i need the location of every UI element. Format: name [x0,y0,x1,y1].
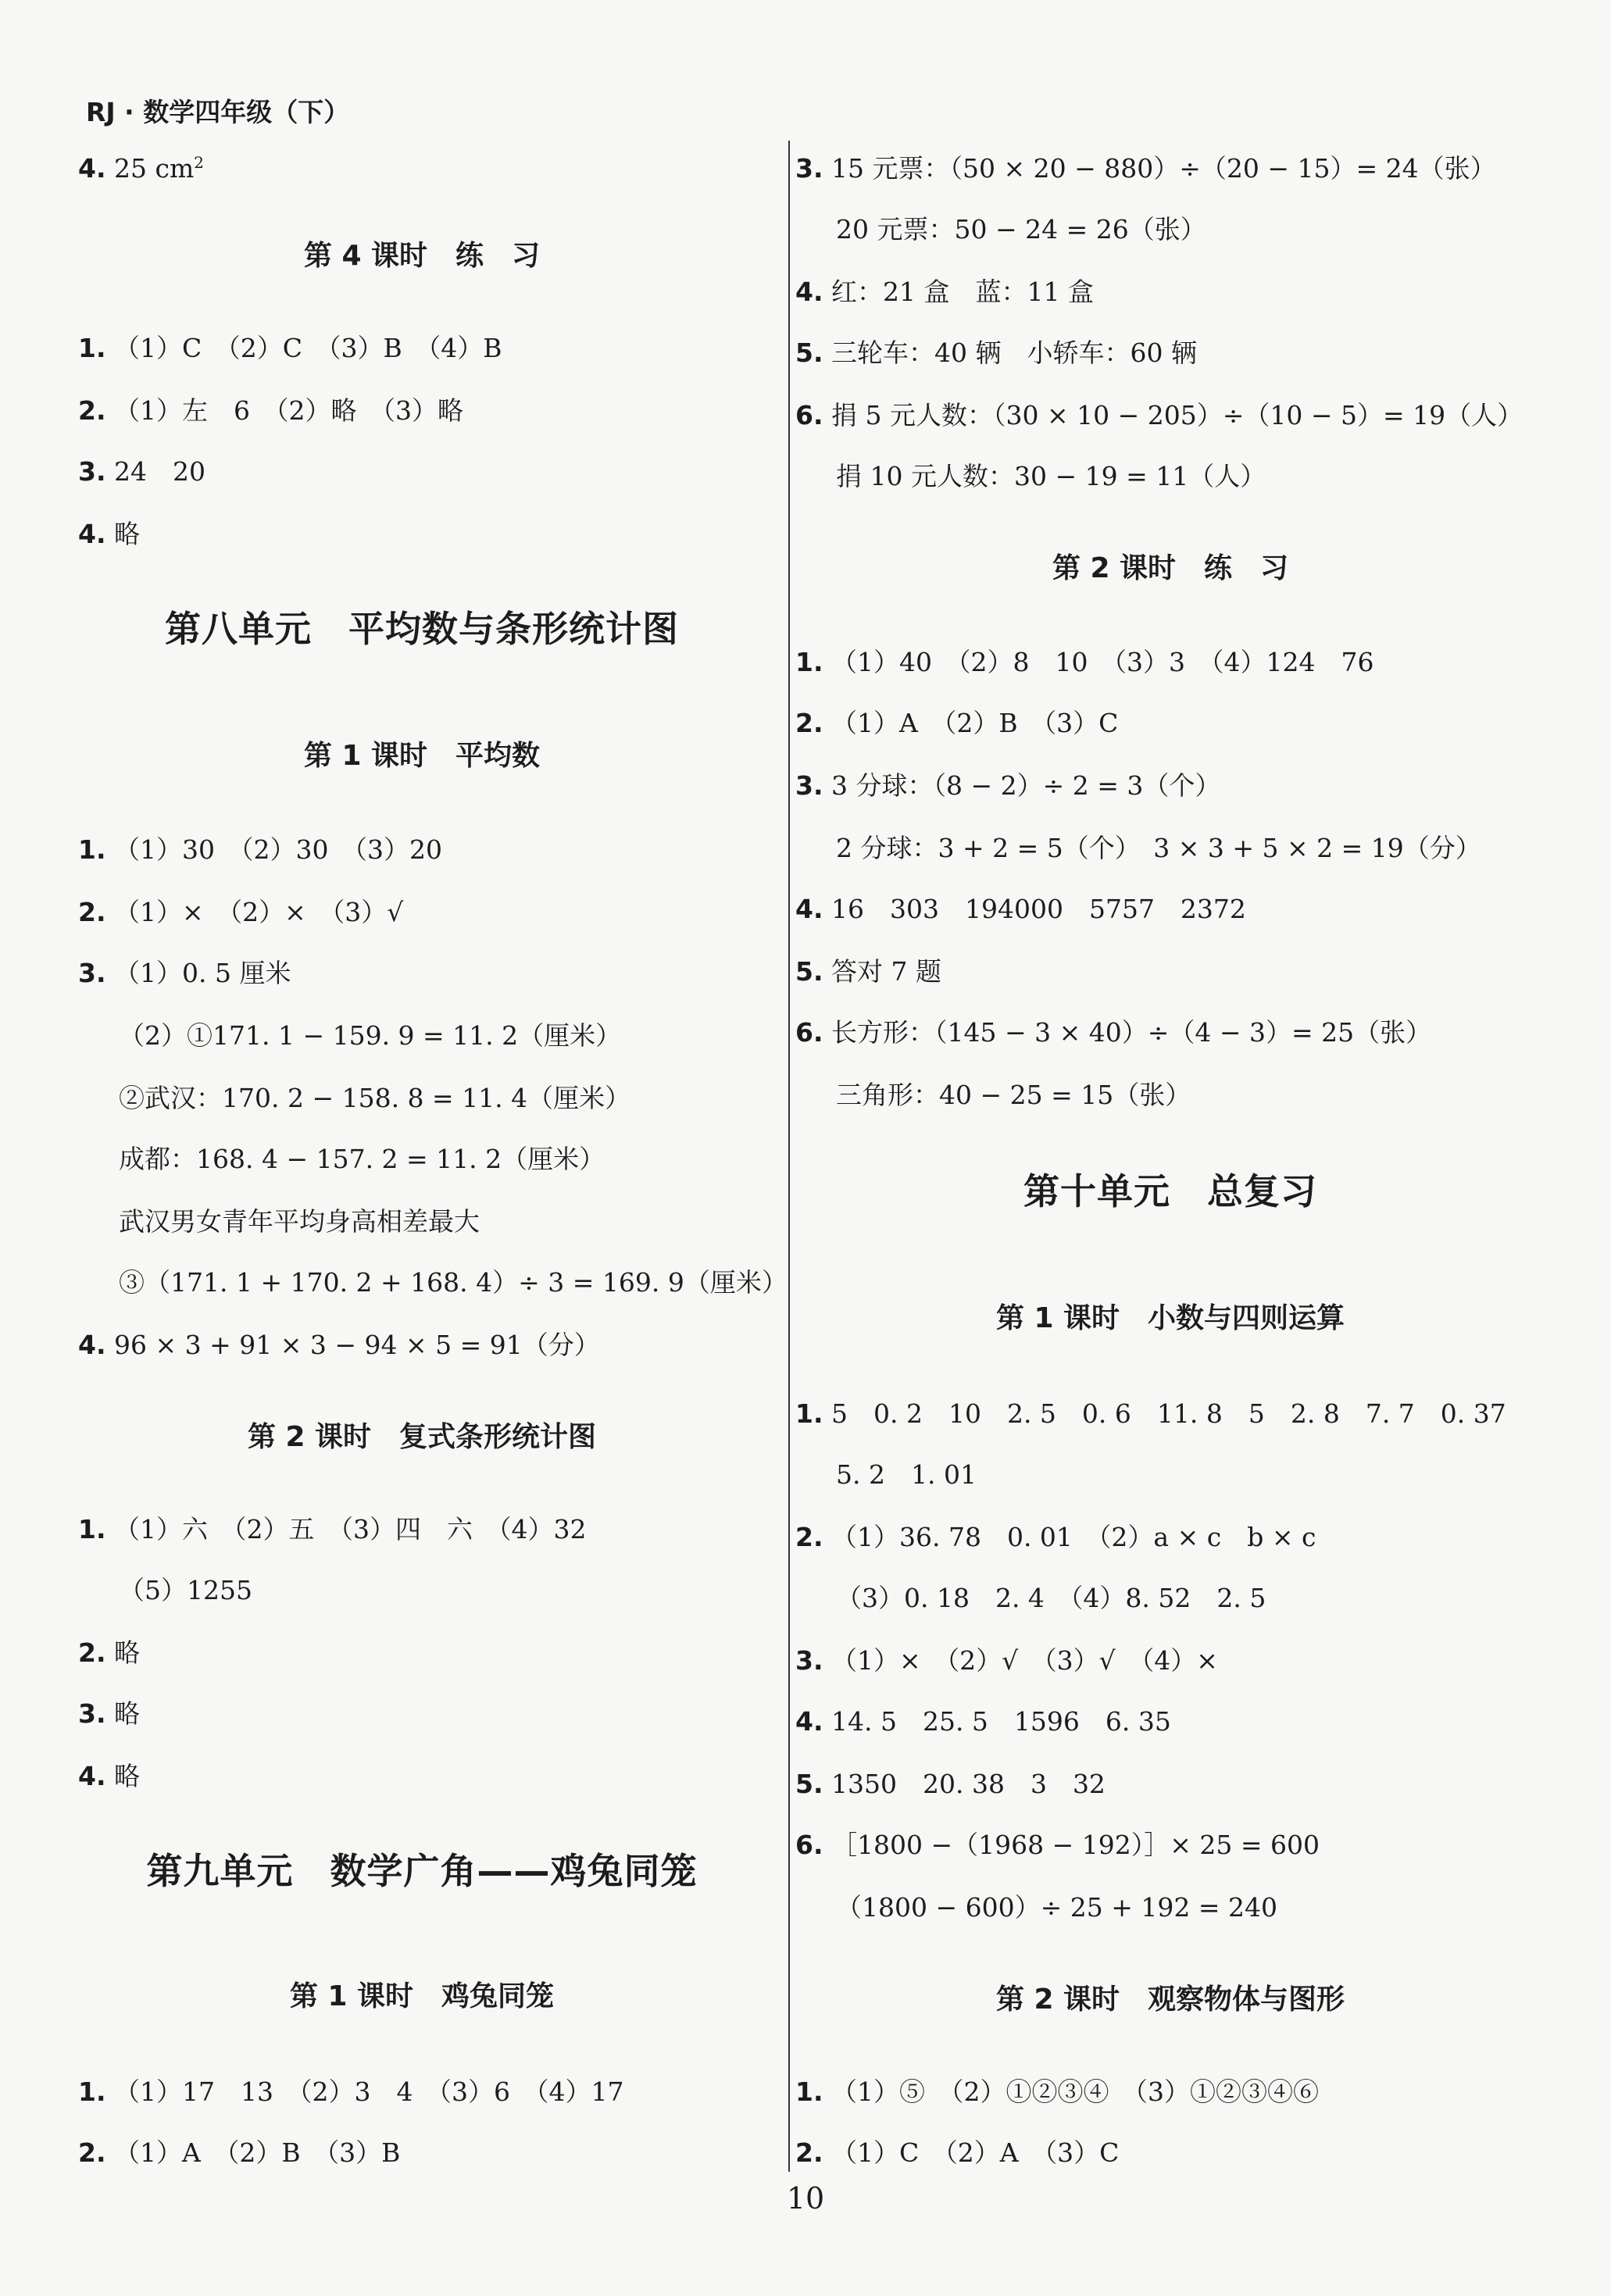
column-divider [788,141,790,2172]
lesson-title: 第 2 课时 观察物体与图形 [995,1984,1345,2016]
answer-line: 2. （1）A （2）B （3）B [78,2137,401,2168]
page-number: 10 [786,2181,825,2216]
answer-line: 4. 红：21 盒 蓝：11 盒 [795,277,1094,307]
answer-line: 2 分球：3 + 2 = 5（个） 3 × 3 + 5 × 2 = 19（分） [836,833,1481,863]
answer-line: 1. 5 0. 2 10 2. 5 0. 6 11. 8 5 2. 8 7. 7 0. 37 [795,1398,1506,1429]
lesson-title: 第 1 课时 小数与四则运算 [995,1302,1345,1334]
answer-line: ③（171. 1 + 170. 2 + 168. 4）÷ 3 = 169. 9（厘米） [119,1267,788,1298]
answer-line: 5. 三轮车：40 辆 小轿车：60 辆 [795,337,1197,368]
answer-line: 武汉男女青年平均身高相差最大 [119,1206,480,1237]
answer-line: 1. （1）40 （2）8 10 （3）3 （4）124 76 [795,647,1374,677]
page-header: RJ · 数学四年级（下） [86,97,350,127]
answer-line: 6. 捐 5 元人数：（30 × 10 − 205）÷（10 − 5）= 19（人） [795,400,1523,430]
answer-line: 3. （1）0. 5 厘米 [78,958,291,988]
answer-line: 4. 略 [78,519,140,549]
answer-line: 3. 略 [78,1698,140,1729]
answer-line: 1. （1）⑤ （2）①②③④ （3）①②③④⑥ [795,2076,1319,2107]
answer-line: （5）1255 [119,1575,252,1605]
answer-line: 5. 1350 20. 38 3 32 [795,1769,1106,1799]
answer-line: 3. 3 分球：（8 − 2）÷ 2 = 3（个） [795,770,1221,801]
answer-line: （3）0. 18 2. 4 （4）8. 52 2. 5 [836,1583,1266,1613]
answer-line: 1. （1）30 （2）30 （3）20 [78,834,442,865]
lesson-title: 第 1 课时 平均数 [303,740,541,772]
unit-title: 第十单元 总复习 [1023,1170,1317,1212]
answer-line: 成都：168. 4 − 157. 2 = 11. 2（厘米） [119,1144,605,1174]
answer-line: 1. （1）六 （2）五 （3）四 六 （4）32 [78,1514,587,1544]
answer-line: 2. （1）A （2）B （3）C [795,708,1119,738]
answer-line: 3. 24 20 [78,456,205,487]
answer-line: 4. 96 × 3 + 91 × 3 − 94 × 5 = 91（分） [78,1330,600,1360]
lesson-title: 第 2 课时 复式条形统计图 [247,1421,597,1453]
answer-line: 4. 14. 5 25. 5 1596 6. 35 [795,1706,1171,1737]
answer-line: （2）①171. 1 − 159. 9 = 11. 2（厘米） [119,1020,622,1051]
answer-line: 4. 略 [78,1761,140,1791]
answer-line: 2. 略 [78,1637,140,1668]
answer-line: 2. （1）36. 78 0. 01 （2）a × c b × c [795,1522,1316,1552]
answer-line: 3. 15 元票：（50 × 20 − 880）÷（20 − 15）= 24（张） [795,153,1496,184]
answer-line: 1. （1）17 13 （2）3 4 （3）6 （4）17 [78,2076,624,2107]
unit-title: 第九单元 数学广角——鸡兔同笼 [146,1850,698,1892]
lesson-title: 第 4 课时 练 习 [303,240,541,272]
answer-line: 2. （1）C （2）A （3）C [795,2137,1120,2168]
answer-line: 5. 答对 7 题 [795,956,941,987]
answer-line: 1. （1）C （2）C （3）B （4）B [78,333,502,363]
answer-line: 4. 16 303 194000 5757 2372 [795,894,1246,924]
answer-line: 5. 2 1. 01 [836,1459,977,1490]
answer-line: 三角形：40 − 25 = 15（张） [836,1080,1191,1110]
answer-line: ②武汉：170. 2 − 158. 8 = 11. 4（厘米） [119,1083,631,1113]
answer-line: 捐 10 元人数：30 − 19 = 11（人） [836,461,1266,491]
answer-line: （1800 − 600）÷ 25 + 192 = 240 [836,1892,1277,1923]
answer-line: 20 元票：50 − 24 = 26（张） [836,214,1206,245]
answer-line: 4. 25 $cm^2$ [78,153,204,184]
unit-title: 第八单元 平均数与条形统计图 [165,608,679,650]
answer-line: 6. ［1800 −（1968 − 192）］× 25 = 600 [795,1830,1320,1860]
lesson-title: 第 1 课时 鸡兔同笼 [289,1980,555,2012]
answer-line: 2. （1）左 6 （2）略 （3）略 [78,395,463,426]
answer-line: 2. （1）× （2）× （3）√ [78,897,404,927]
lesson-title: 第 2 课时 练 习 [1052,552,1289,584]
answer-line: 6. 长方形：（145 − 3 × 40）÷（4 − 3）= 25（张） [795,1017,1432,1048]
answer-line: 3. （1）× （2）√ （3）√ （4）× [795,1645,1218,1676]
